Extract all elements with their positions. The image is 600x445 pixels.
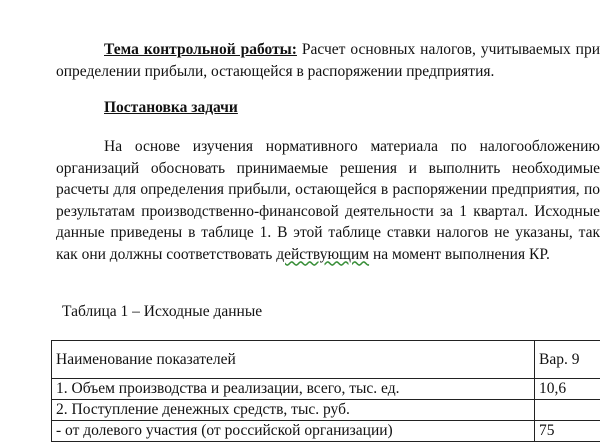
header-variant-cell: Вар. 9 <box>535 341 600 379</box>
table-row <box>52 379 600 400</box>
row-value-cell: 75 <box>535 421 600 442</box>
task-body-end: на момент выполнения КР. <box>369 245 550 263</box>
task-heading: Постановка задачи <box>104 99 238 116</box>
row-indicator-cell: - от долевого участия (от российской организации) <box>52 421 535 442</box>
row-value-cell <box>535 400 600 421</box>
row-value-cell: 10,6 <box>535 379 600 400</box>
topic-label: Тема контрольной работы: <box>104 41 297 58</box>
table-header-row <box>52 341 600 379</box>
spellcheck-marked-word: действующим <box>276 245 370 263</box>
table-row <box>52 421 600 442</box>
task-body-paragraph <box>56 136 600 265</box>
topic-paragraph <box>56 39 600 82</box>
table-row <box>52 400 600 421</box>
topic-text: Расчет основных налогов, учитываемых при определении прибыли, остающейся в распоряжении предприятия. <box>56 41 600 80</box>
row-indicator-cell: 1. Объем производства и реализации, всего, тыс. ед. <box>52 379 535 400</box>
source-data-table <box>51 340 600 442</box>
row-indicator-cell: 2. Поступление денежных средств, тыс. руб. <box>52 400 535 421</box>
task-heading-paragraph <box>56 97 600 119</box>
table-caption: Таблица 1 – Исходные данные <box>62 303 263 320</box>
task-body-start: На основе изучения нормативного материала по налогообложению организаций обосновать принимаемые решения и выполнить необходимые расчеты для определения прибыли, остающейся в распоряжении предприятия, по результатам производственно-финансовой деятельности за 1 квартал. Исходные данные приведены в таблице 1. В этой таблице ставки налогов не указаны, так как они должны соответствовать <box>56 138 600 263</box>
header-indicator-cell: Наименование показателей <box>52 341 535 379</box>
